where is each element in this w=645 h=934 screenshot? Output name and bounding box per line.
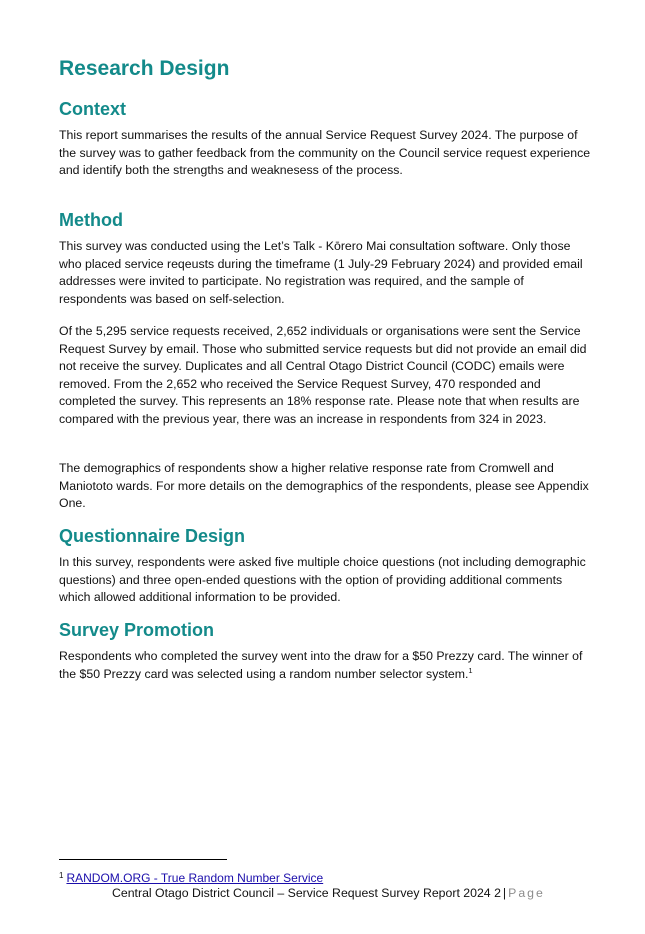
page-label: Page <box>508 886 545 900</box>
footnote <box>59 869 323 885</box>
footnote-link[interactable]: RANDOM.ORG - True Random Number Service <box>66 871 324 885</box>
promotion-paragraph <box>59 648 594 683</box>
footer-separator: | <box>502 886 507 900</box>
method-paragraph-2: Of the 5,295 service requests received, 2,652 individuals or organisations were sent the Service Request Survey by email. Those who submitted service requests but did not provide an email did not receive the survey. Duplicates and all Central Otago District Council (CODC) emails were removed. From the 2,652 who received the Service Request Survey, 470 responded and completed the survey. This represents an 18% response rate. Please note that when results are compared with the previous year, there was an increase in respondents from 324 in 2023. <box>59 324 587 426</box>
context-heading: Context <box>59 99 126 119</box>
method-paragraph-1: This survey was conducted using the Let’s Talk - Kōrero Mai consultation software. Only those who placed service reqeusts during the timeframe (1 July-29 February 2024) and provided email addresses were invited to participate. No registration was required, and the sample of respondents was based on self-selection. <box>59 239 583 306</box>
footnote-separator <box>59 859 227 860</box>
page-footer <box>112 885 545 901</box>
method-paragraph-3: The demographics of respondents show a higher relative response rate from Cromwell and Maniototo wards. For more details on the demographics of the respondents, please see Appendix One. <box>59 461 589 511</box>
questionnaire-heading: Questionnaire Design <box>59 526 246 546</box>
page-number: 2 <box>494 886 501 900</box>
promotion-text: Respondents who completed the survey went into the draw for a $50 Prezzy card. The winner of the $50 Prezzy card was selected using a random number selector system. <box>59 649 583 681</box>
questionnaire-paragraph: In this survey, respondents were asked five multiple choice questions (not including demographic questions) and three open-ended questions with the option of providing additional comments which allowed additional information to be provided. <box>59 555 586 605</box>
context-paragraph: This report summarises the results of the annual Service Request Survey 2024. The purpose of the survey was to gather feedback from the community on the Council service request experience and identify both the strengths and weaknesess of the process. <box>59 128 591 178</box>
footnote-reference[interactable]: 1 <box>468 665 473 675</box>
page-title: Research Design <box>59 57 230 80</box>
promotion-heading: Survey Promotion <box>59 620 215 640</box>
footnote-number: 1 <box>59 871 64 880</box>
footer-text: Central Otago District Council – Service Request Survey Report 2024 <box>112 886 491 900</box>
method-heading: Method <box>59 210 123 230</box>
